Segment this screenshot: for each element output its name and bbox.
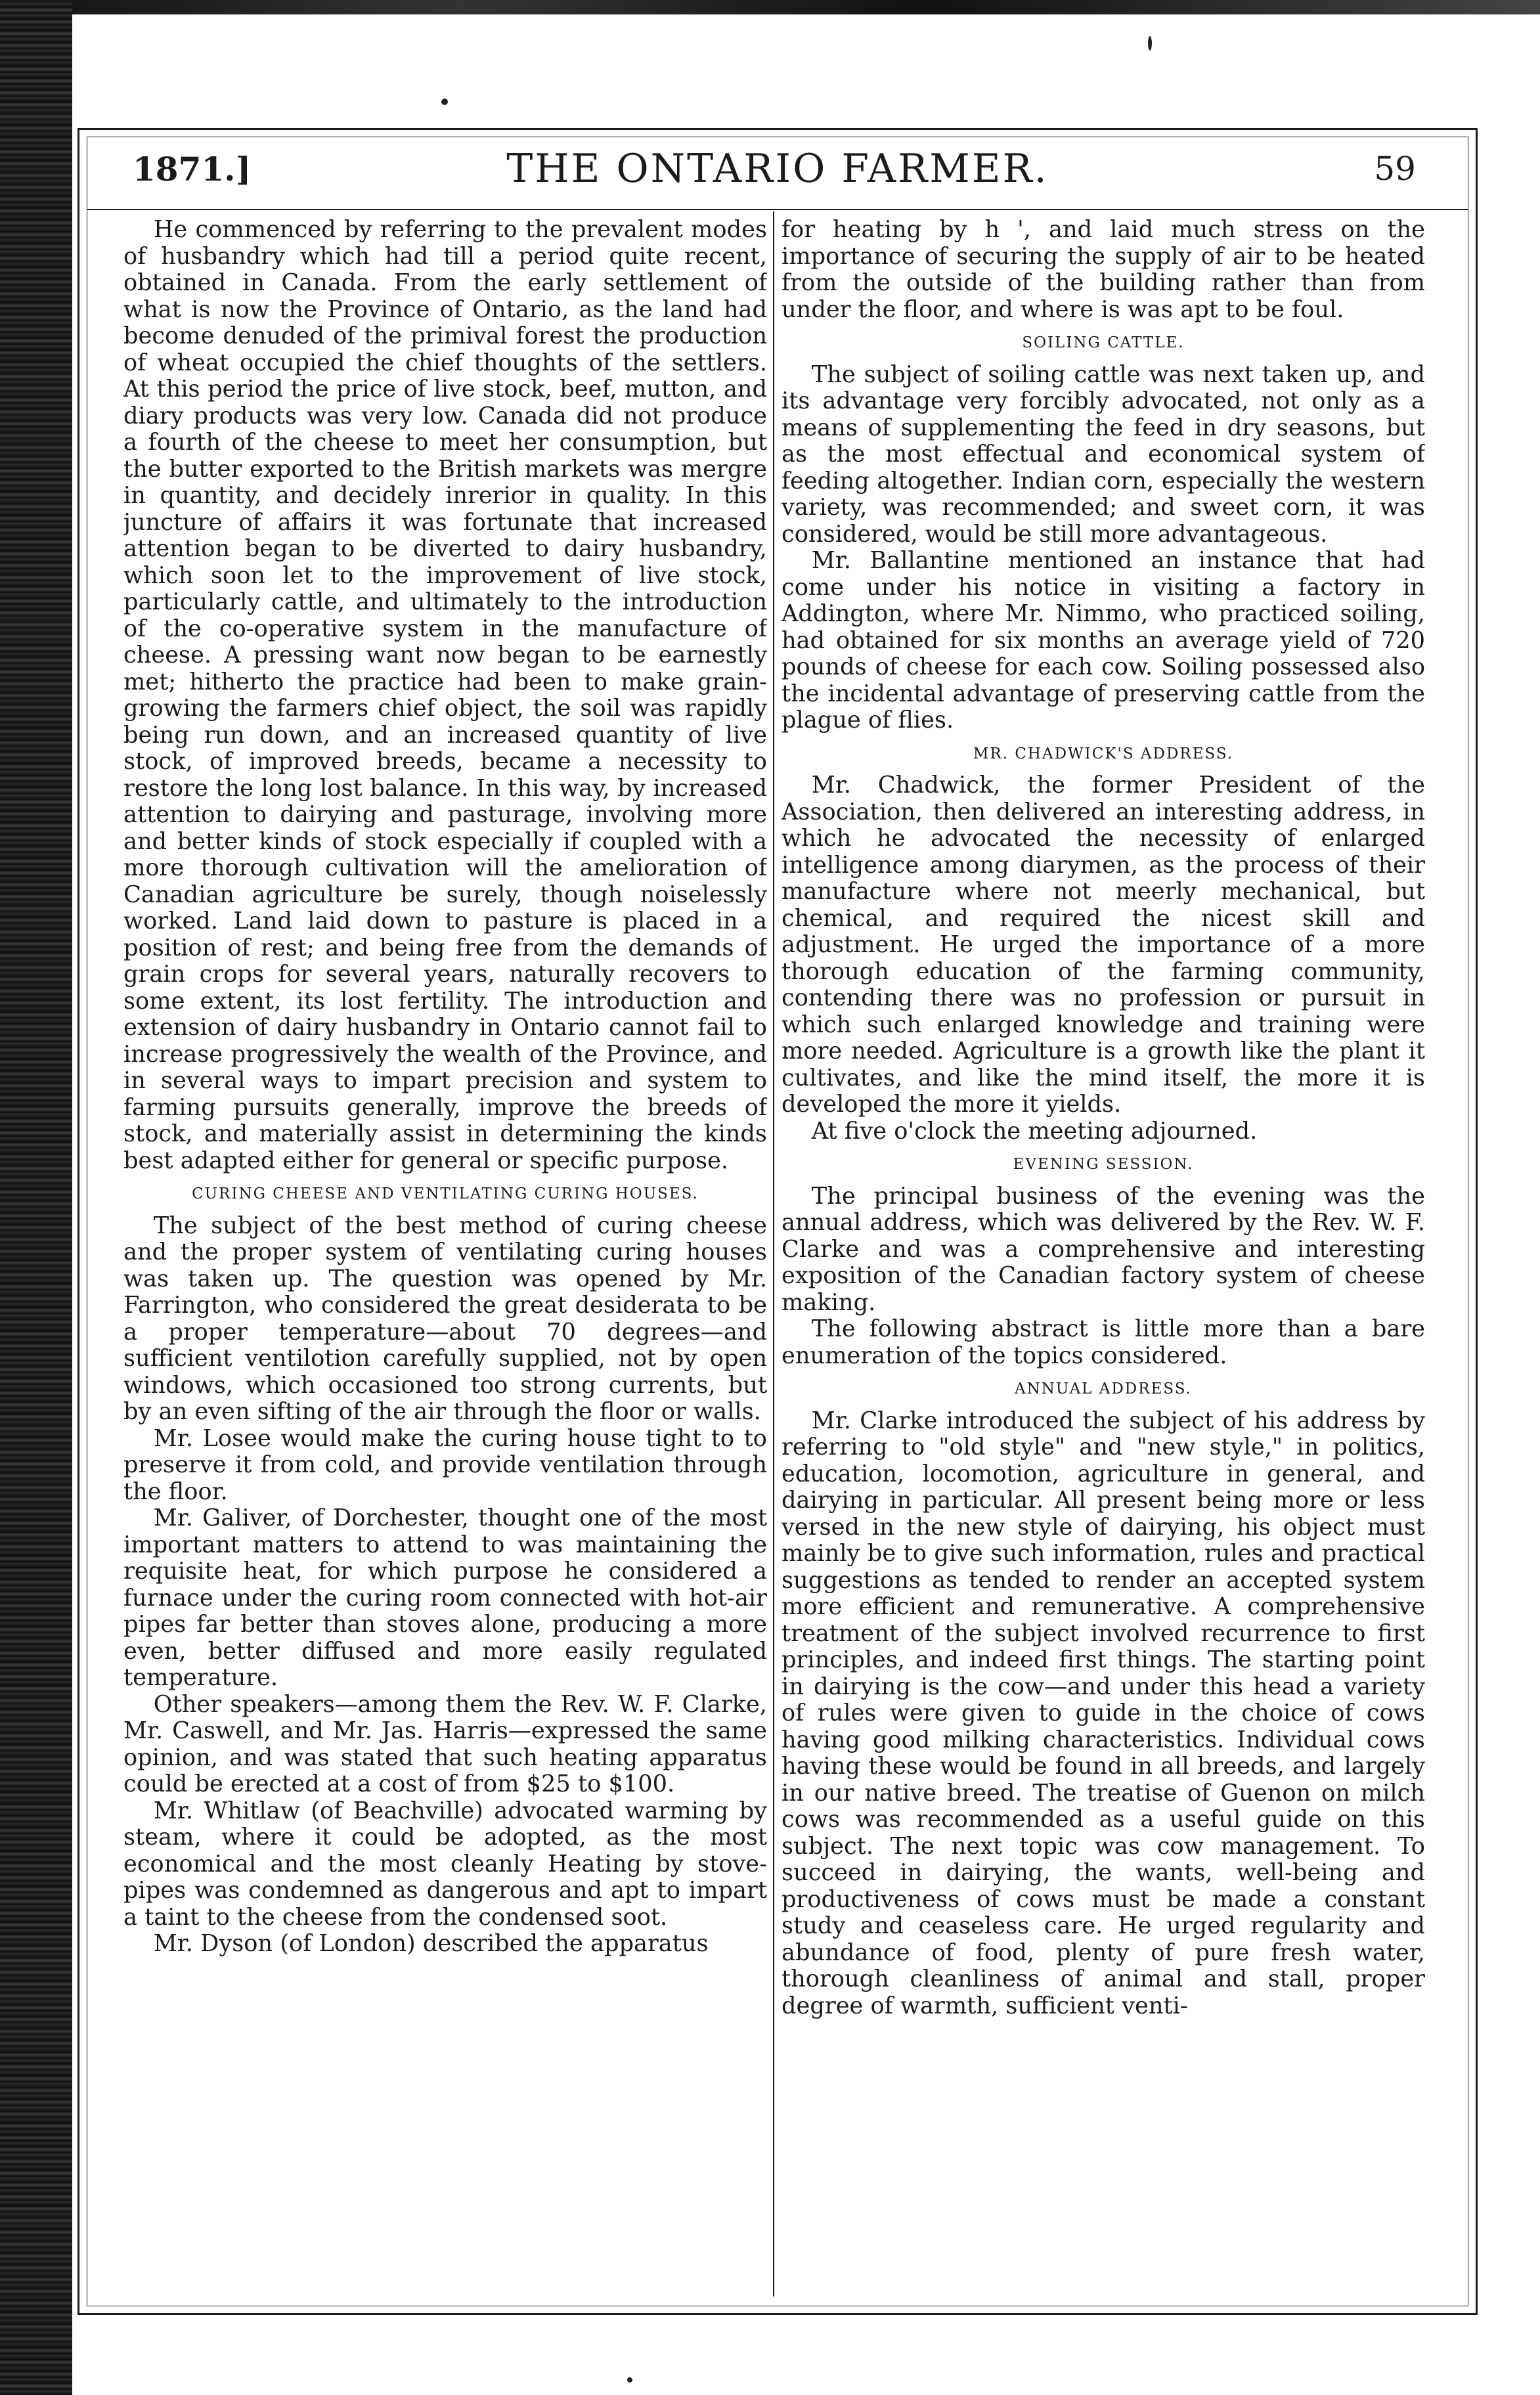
paragraph: Mr. Whitlaw (of Beachville) advocated warming by steam, where it could be adopted, as the most economical and the most cleanly Heating by stove-pipes was condemned as dangerous and apt to impart a taint to the cheese from the condensed soot. bbox=[123, 1797, 767, 1931]
header-year: 1871.] bbox=[133, 150, 252, 188]
paragraph: He commenced by referring to the prevalent modes of husbandry which had till a period quite recent, obtained in Canada. From the early settlement of what is now the Province of Ontario, as the land had become denuded of the primival forest the production of wheat occupied the chief thoughts of the settlers. At this period the price of live stock, beef, mutton, and diary products was very low. Canada did not produce a fourth of the cheese to meet her consumption, but the butter exported to the British markets was mergre in quantity, and decidely inrerior in quality. In this juncture of affairs it was fortunate that increased attention began to be diverted to dairy husbandry, which soon let to the improvement of live stock, particularly cattle, and ultimately to the introduction of the co-operative system in the manufacture of cheese. A pressing want now began to be earnestly met; hitherto the practice had been to make grain-growing the farmers chief object, the soil was rapidly being run down, and an increased quantity of live stock, of improved breeds, became a necessity to restore the long lost balance. In this way, by increased attention to dairying and pasturage, involving more and better kinds of stock especially if coupled with a more thorough cultivation will the amelioration of Canadian agriculture be surely, though noiselessly worked. Land laid down to pasture is placed in a position of rest; and being free from the demands of grain crops for several years, naturally recovers to some extent, its lost fertility. The introduction and extension of dairy husbandry in Ontario cannot fail to increase progressively the wealth of the Province, and in several ways to impart precision and system to farming pursuits generally, improve the breeds of stock, and materially assist in determining the kinds best adapted either for general or specific purpose. bbox=[123, 217, 767, 1174]
paragraph: Mr. Clarke introduced the subject of his address by referring to "old style" and "new style," in politics, education, locomotion, agriculture in general, and dairying in particular. All present being more or less versed in the new style of dairying, his object must mainly be to give such information, rules and practical suggestions as tended to render an accepted system more efficient and remunerative. A comprehensive treatment of the subject involved recurrence to first principles, and indeed first things. The starting point in dairying is the cow—and under this head a variety of rules were given to guide in the choice of cows having good milking characteristics. Individual cows having these would be found in all breeds, and largely in our native breed. The treatise of Guenon on milch cows was recommended as a useful guide on this subject. The next topic was cow management. To succeed in dairying, the wants, well-being and productiveness of cows must be made a constant study and ceaseless care. He urged regularity and abundance of food, plenty of pure fresh water, thorough cleanliness of animal and stall, proper degree of warmth, sufficient venti- bbox=[781, 1407, 1425, 2019]
paragraph: The following abstract is little more than a bare enumeration of the topics considered. bbox=[781, 1315, 1425, 1369]
paragraph: Other speakers—among them the Rev. W. F. Clarke, Mr. Caswell, and Mr. Jas. Harris—expressed the same opinion, and was stated that such heating apparatus could be erected at a cost of from $25 to $100. bbox=[123, 1690, 767, 1797]
paragraph: Mr. Dyson (of London) described the apparatus bbox=[153, 1930, 709, 1957]
column-divider bbox=[773, 211, 774, 2296]
section-heading: ANNUAL ADDRESS. bbox=[1015, 1380, 1192, 1397]
section-heading: MR. CHADWICK'S ADDRESS. bbox=[973, 745, 1234, 762]
scan-left-edge bbox=[0, 0, 72, 2395]
scan-speck bbox=[441, 99, 448, 105]
masthead-title: THE ONTARIO FARMER. bbox=[506, 146, 1049, 192]
paragraph: At five o'clock the meeting adjourned. bbox=[811, 1117, 1258, 1145]
scan-speck bbox=[627, 2377, 632, 2383]
paragraph: The principal business of the evening was the annual address, which was delivered by the Rev. W. F. Clarke and was a comprehensive and interesting exposition of the Canadian factory system of cheese making. bbox=[781, 1182, 1425, 1316]
paragraph: for heating by h ', and laid much stress on the importance of securing the supply of air to be heated from the outside of the building rather than from under the floor, and where is was apt to be foul. bbox=[781, 217, 1425, 323]
paragraph: The subject of soiling cattle was next taken up, and its advantage very forcibly advocated, not only as a means of supplementing the feed in dry seasons, but as the most effectual and economical system of feeding altogether. Indian corn, especially the western variety, was recommended; and sweet corn, it was considered, would be still more advantageous. bbox=[781, 361, 1425, 548]
section-heading: CURING CHEESE AND VENTILATING CURING HOUSES. bbox=[192, 1185, 699, 1202]
paragraph: The subject of the best method of curing cheese and the proper system of ventilating curing houses was taken up. The question was opened by Mr. Farrington, who considered the great desiderata to be a proper temperature—about 70 degrees—and sufficient ventilotion carefully supplied, not by open windows, which occasioned too strong currents, but by an even sifting of the air through the floor or walls. bbox=[123, 1212, 767, 1425]
scan-top-edge bbox=[0, 0, 1540, 14]
paragraph: Mr. Losee would make the curing house tight to to preserve it from cold, and provide ventilation through the floor. bbox=[123, 1424, 767, 1505]
scan-speck bbox=[1148, 36, 1152, 51]
right-column bbox=[781, 217, 1425, 2298]
paragraph: Mr. Ballantine mentioned an instance that had come under his notice in visiting a factory in Addington, where Mr. Nimmo, who practiced soiling, had obtained for six months an average yield of 720 pounds of cheese for each cow. Soiling possessed also the incidental advantage of preserving cattle from the plague of flies. bbox=[781, 547, 1425, 734]
page-header bbox=[87, 137, 1468, 210]
left-column bbox=[123, 217, 767, 2298]
section-heading: EVENING SESSION. bbox=[1013, 1156, 1194, 1173]
page-number: 59 bbox=[1374, 150, 1416, 188]
section-heading: SOILING CATTLE. bbox=[1022, 334, 1185, 351]
paragraph: Mr. Galiver, of Dorchester, thought one of the most important matters to attend to was maintaining the requisite heat, for which purpose he considered a furnace under the curing room connected with hot-air pipes far better than stoves alone, producing a more even, better diffused and more easily regulated temperature. bbox=[123, 1505, 767, 1691]
paragraph: Mr. Chadwick, the former President of the Association, then delivered an interesting address, in which he advocated the necessity of enlarged intelligence among diarymen, as the process of their manufacture where not meerly mechanical, but chemical, and required the nicest skill and adjustment. He urged the importance of a more thorough education of the farming community, contending there was no profession or pursuit in which such enlarged knowledge and training were more needed. Agriculture is a growth like the plant it cultivates, and like the mind itself, the more it is developed the more it yields. bbox=[781, 772, 1425, 1118]
